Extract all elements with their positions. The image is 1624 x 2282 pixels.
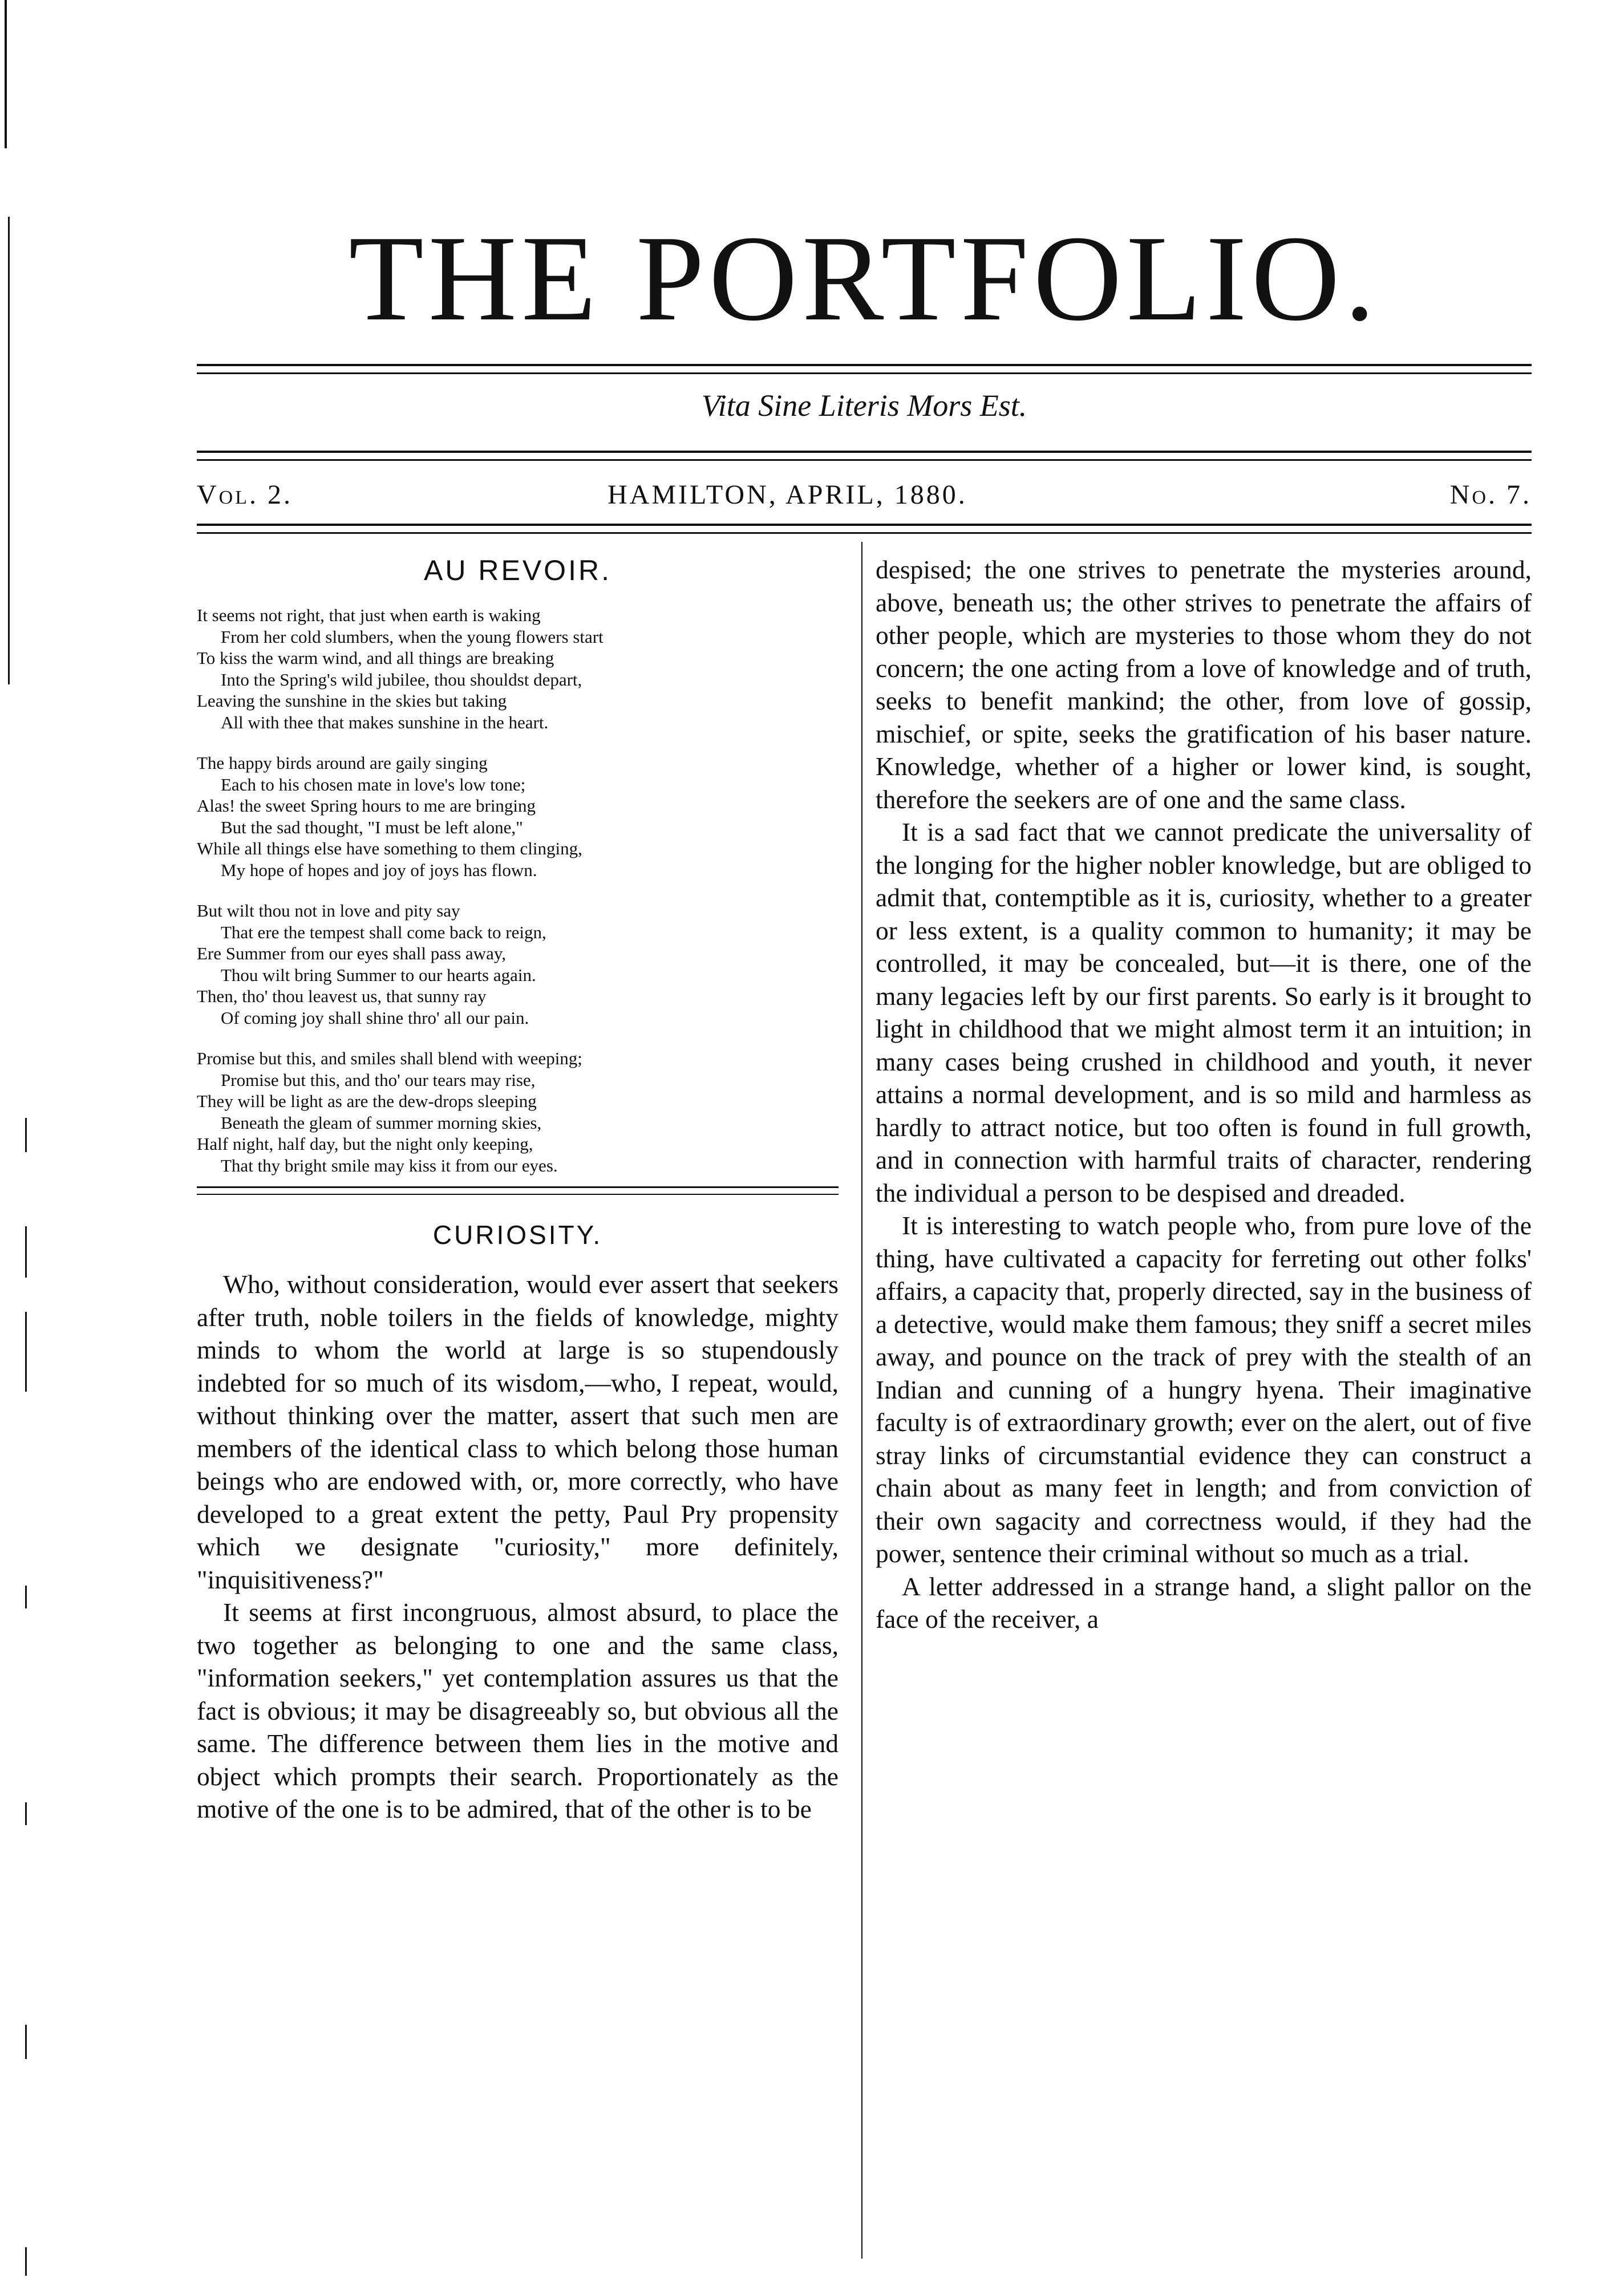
scan-edge-mark <box>25 2025 27 2059</box>
scan-edge-line <box>5 0 7 148</box>
article-paragraph: It seems at first incongruous, almost absurd, to place the two together as belonging to one and the same class, "information seekers," yet contemplation assures us that the fact is obvious; it may be disagreeably so, but obvious all the same. The difference between them lies in the motive and object which prompts their search. Proportionately as the motive of the one is to be admired, that of the other is to be <box>197 1598 839 1823</box>
poem-line: From her cold slumbers, when the young flowers start <box>221 626 604 647</box>
scan-edge-mark <box>25 1312 27 1392</box>
left-column <box>197 553 839 1826</box>
poem-line: That ere the tempest shall come back to reign, <box>221 922 546 942</box>
column-divider <box>861 542 862 2259</box>
poem-line: It seems not right, that just when earth is waking <box>197 605 541 625</box>
poem-line: Then, tho' thou leavest us, that sunny ray <box>197 986 487 1006</box>
poem-line: The happy birds around are gaily singing <box>197 753 488 773</box>
poem-line: Leaving the sunshine in the skies but taking <box>197 691 507 711</box>
scan-edge-mark <box>25 1118 27 1152</box>
dateline: HAMILTON, APRIL, 1880. <box>608 480 967 510</box>
poem-line: My hope of hopes and joy of joys has flown. <box>221 860 537 880</box>
poem-stanza <box>197 752 839 881</box>
poem-title: AU REVOIR. <box>424 554 611 586</box>
poem-body <box>197 605 839 1176</box>
poem-line: To kiss the warm wind, and all things are breaking <box>197 648 554 668</box>
poem-line: Each to his chosen mate in love's low tone; <box>221 774 526 795</box>
poem-line: Into the Spring's wild jubilee, thou shouldst depart, <box>221 669 582 690</box>
scan-edge-mark <box>25 2247 27 2276</box>
scan-edge-mark <box>25 1586 27 1608</box>
article-paragraph: despised; the one strives to penetrate the mysteries around, above, beneath us; the other strives to penetrate the affairs of other people, which are mysteries to those whom they do not concern; the one acting from a love of knowledge and of truth, seeks to benefit mankind; the other, from love of gossip, mischief, or spite, seeks the gratification of his baser nature. Knowledge, whether of a higher or lower kind, is sought, therefore the seekers are of one and the same class. <box>876 555 1532 814</box>
masthead-motto: Vita Sine Literis Mors Est. <box>701 388 1027 423</box>
article-paragraph: A letter addressed in a strange hand, a slight pallor on the face of the receiver, a <box>876 1571 1532 1634</box>
issue-number: No. 7. <box>1449 480 1532 510</box>
article-body-left <box>197 1268 839 1826</box>
scan-edge-line <box>8 217 10 684</box>
article-body-right <box>876 553 1532 1636</box>
poem-line: Promise but this, and smiles shall blend with weeping; <box>197 1048 582 1068</box>
right-column <box>876 553 1532 1636</box>
masthead-title: THE PORTFOLIO. <box>349 210 1380 346</box>
poem-line: Thou wilt bring Summer to our hearts again. <box>221 964 536 985</box>
poem-line: But the sad thought, "I must be left alone," <box>221 817 523 837</box>
article-title: CURIOSITY. <box>432 1220 603 1250</box>
poem-line: All with thee that makes sunshine in the heart. <box>221 712 549 732</box>
article-paragraph: It is a sad fact that we cannot predicate the universality of the longing for the higher nobler knowledge, but are obliged to admit that, contemptible as it is, curiosity, whether to a greater or less extent, is a quality common to humanity; it may be controlled, it may be concealed, but—it is there, one of the many legacies left by our first parents. So early is it brought to light in childhood that we might almost term it an intuition; in many cases being crushed in childhood and youth, it never attains a normal development, and is so mild and harmless as hardly to attract notice, but too often is found in full growth, and in connection with harmful traits of character, rendering the individual a person to be despised and dreaded. <box>876 817 1532 1207</box>
poem-stanza <box>197 605 839 733</box>
poem-line: Half night, half day, but the night only keeping, <box>197 1134 533 1154</box>
masthead-rule-top <box>197 364 1532 374</box>
poem-line: Beneath the gleam of summer morning skies, <box>221 1112 542 1133</box>
scan-edge-mark <box>25 1226 27 1278</box>
article-paragraph: It is interesting to watch people who, from pure love of the thing, have cultivated a capacity for ferreting out other folks' affairs, a capacity that, properly directed, say in the business of a detective, would make them famous; they sniff a secret miles away, and pounce on the track of prey with the stealth of an Indian and cunning of a hungry hyena. Their imaginative faculty is of extraordinary growth; ever on the alert, out of five stray links of circumstantial evidence they can construct a chain about as many feet in length; and from conviction of their own sagacity and correctness would, if they had the power, sentence their criminal without so much as a trial. <box>876 1211 1532 1568</box>
poem-line: They will be light as are the dew-drops sleeping <box>197 1091 537 1111</box>
masthead-rule-bottom <box>197 524 1532 534</box>
poem-line: While all things else have something to them clinging, <box>197 838 582 858</box>
poem-line: Alas! the sweet Spring hours to me are bringing <box>197 796 536 816</box>
poem-line: Of coming joy shall shine thro' all our pain. <box>221 1007 529 1028</box>
section-rule <box>197 1186 839 1195</box>
article-paragraph: Who, without consideration, would ever assert that seekers after truth, noble toilers in the fields of knowledge, mighty minds to whom the world at large is so stupendously indebted for so much of its wisdom,—who, I repeat, would, without thinking over the matter, assert that such men are members of the identical class to which belong those human beings who are endowed with, or, more correctly, who have developed to a great extent the petty, Paul Pry propensity which we designate "curiosity," more definitely, "inquisitiveness?" <box>197 1270 839 1594</box>
poem-line: Ere Summer from our eyes shall pass away, <box>197 943 507 963</box>
volume-number: Vol. 2. <box>197 480 293 510</box>
masthead-rule-middle <box>197 451 1532 461</box>
poem-stanza <box>197 1048 839 1176</box>
poem-line: Promise but this, and tho' our tears may rise, <box>221 1069 536 1090</box>
poem-line: But wilt thou not in love and pity say <box>197 901 460 921</box>
scan-edge-mark <box>25 1802 27 1825</box>
poem-line: That thy bright smile may kiss it from our eyes. <box>221 1155 558 1176</box>
poem-stanza <box>197 900 839 1028</box>
